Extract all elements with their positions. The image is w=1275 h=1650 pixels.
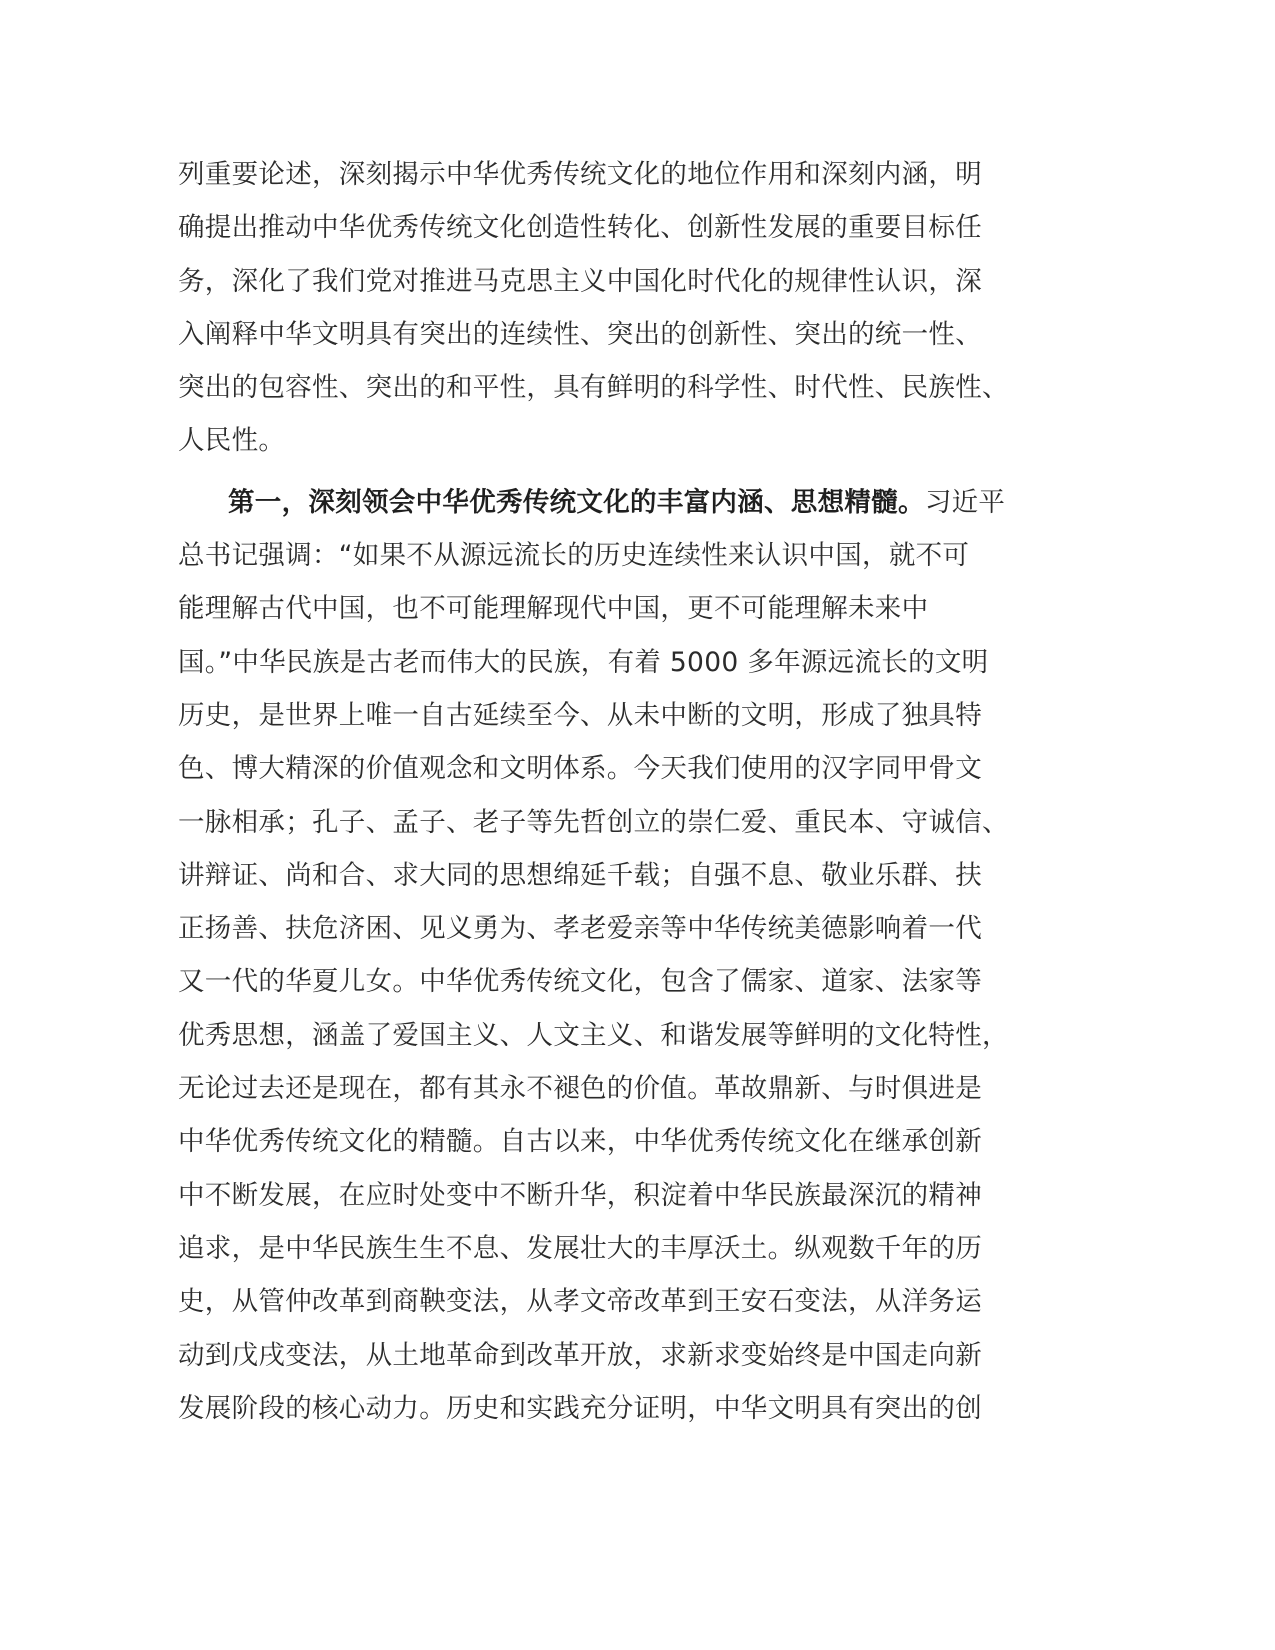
text-line: 能理解古代中国，也不可能理解现代中国，更不可能理解未来中 <box>178 593 929 625</box>
body-text <box>178 148 1098 1435</box>
text-line: 确提出推动中华优秀传统文化创造性转化、创新性发展的重要目标任 <box>178 212 982 244</box>
text-line: 史，从管仲改革到商鞅变法，从孝文帝改革到王安石变法，从洋务运 <box>178 1286 982 1318</box>
text-line: 历史，是世界上唯一自古延续至今、从未中断的文明，形成了独具特 <box>178 699 982 731</box>
section-heading: 第一，深刻领会中华优秀传统文化的丰富内涵、思想精髓。 <box>228 486 925 518</box>
text-line: 中不断发展，在应时处变中不断升华，积淀着中华民族最深沉的精神 <box>178 1179 982 1211</box>
text-line: 优秀思想，涵盖了爱国主义、人文主义、和谐发展等鲜明的文化特性， <box>178 1019 1009 1051</box>
text-line: 突出的包容性、突出的和平性，具有鲜明的科学性、时代性、民族性、 <box>178 372 1009 404</box>
text-line: 中华优秀传统文化的精髓。自古以来，中华优秀传统文化在继承创新 <box>178 1126 982 1158</box>
text-line: 追求，是中华民族生生不息、发展壮大的丰厚沃土。纵观数千年的历 <box>178 1232 982 1264</box>
text-line: 发展阶段的核心动力。历史和实践充分证明，中华文明具有突出的创 <box>178 1392 982 1424</box>
text-line: 讲辩证、尚和合、求大同的思想绵延千载；自强不息、敬业乐群、扶 <box>178 859 982 891</box>
text-line-first <box>178 476 1098 529</box>
text-line: 无论过去还是现在，都有其永不褪色的价值。革故鼎新、与时俱进是 <box>178 1073 982 1105</box>
text-line: 一脉相承；孔子、孟子、老子等先哲创立的崇仁爱、重民本、守诚信、 <box>178 806 1009 838</box>
text-line: 动到戊戌变法，从土地革命到改革开放，求新求变始终是中国走向新 <box>178 1339 982 1371</box>
text-line: 色、博大精深的价值观念和文明体系。今天我们使用的汉字同甲骨文 <box>178 753 982 785</box>
text-line: 列重要论述，深刻揭示中华优秀传统文化的地位作用和深刻内涵，明 <box>178 159 982 190</box>
text-line: 入阐释中华文明具有突出的连续性、突出的创新性、突出的统一性、 <box>178 318 982 350</box>
text-line: 国。”中华民族是古老而伟大的民族，有着 5000 多年源远流长的文明 <box>178 646 989 678</box>
text-line: 务，深化了我们党对推进马克思主义中国化时代化的规律性认识，深 <box>178 265 982 297</box>
paragraph-2 <box>178 476 1098 1435</box>
heading-continuation: 习近平 <box>924 486 1006 518</box>
paragraph-1 <box>178 148 1098 468</box>
text-line: 正扬善、扶危济困、见义勇为、孝老爱亲等中华传统美德影响着一代 <box>178 913 982 945</box>
paragraph-spacer <box>178 468 1098 476</box>
text-line: 总书记强调：“如果不从源远流长的历史连续性来认识中国，就不可 <box>178 540 970 572</box>
text-line: 人民性。 <box>178 425 286 457</box>
text-line: 又一代的华夏儿女。中华优秀传统文化，包含了儒家、道家、法家等 <box>178 966 982 998</box>
